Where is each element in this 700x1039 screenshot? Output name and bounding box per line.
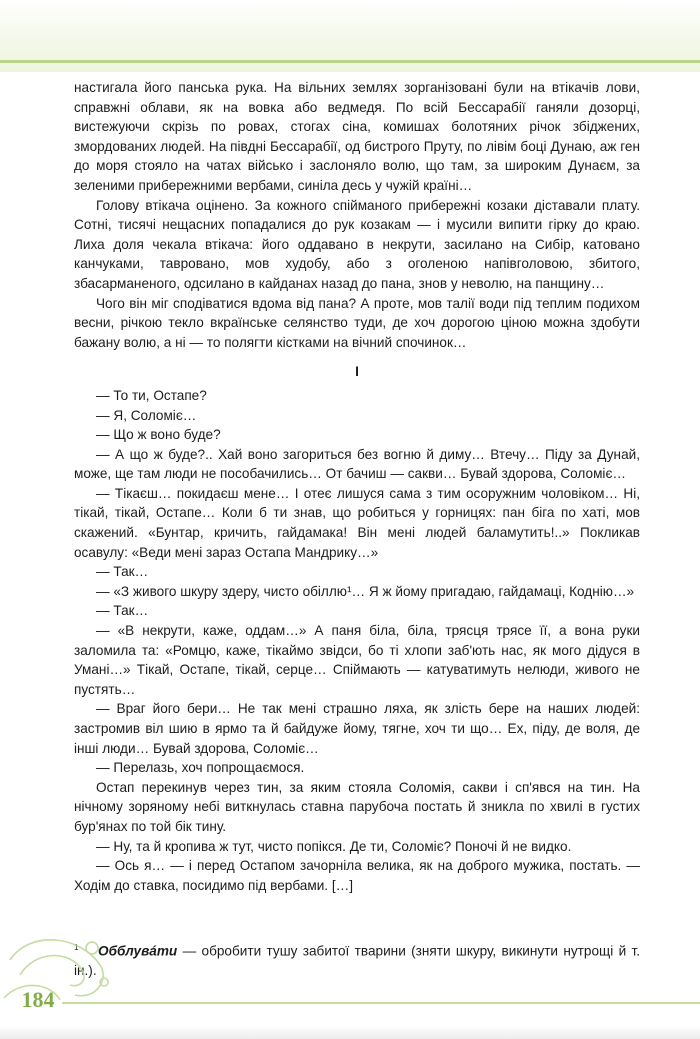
footnote-term: Обблувáти <box>98 943 178 959</box>
dialogue-line: — «В некрути, каже, оддам…» А паня біла, біла, трясця трясе її, а вона руки заломила та: «Ромцю, каже, тікаймо звідси, бо ті хлопи заб'ють нас, як мого дідуся в Умані…» Тікай, Остапе, тікай, серце… Спіймають — катуватимуть нелюди, живого не пустять… <box>74 623 640 697</box>
footnote <box>74 938 640 980</box>
dialogue-line: — Враг його бери… Не так мені страшно ляха, як злість бере на наших людей: застромив віл шию в ярмо та й байдуже йому, тягне, хоч ти що… Ех, піду, де воля, де інші люди… Бувай здорова, Соломіє… <box>74 701 640 756</box>
dialogue-line: — Що ж воно буде? <box>96 427 221 443</box>
dialogue-line: — Так… <box>96 564 149 580</box>
footnote-definition: — обробити тушу забитої тварини (зняти шкуру, викинути нутрощі й т. ін.). <box>74 943 640 978</box>
dialogue-line: — То ти, Остапе? <box>96 387 207 403</box>
dialogue-line: — Тікаєш… покидаєш мене… І отеє лишуся сама з тим осоружним чоловіком… Ні, тікай, тікай, Остапе… Коли б ти знав, що робиться у горницях: пан біга по хаті, мов скажений. «Бунтар, кричить, гайдамака! Він мені людей баламутить!..» Покликав осавулу: «Веди мені зараз Остапа Мандрику…» <box>74 485 640 560</box>
dialogue-line: — Ну, та й кропива ж тут, чисто попікся. Де ти, Соломіє? Поночі й не видко. <box>96 838 572 854</box>
header-rule <box>0 60 700 63</box>
footer-band <box>0 1026 700 1039</box>
paragraph: Чого він міг сподіватися вдома від пана? А проте, мов талії води під теплим подихом весни, річкою текло вкраїнське селянство туди, де хоч дорогою ціною можна здобути бажану волю, а ні — то полягти кістками на вічний спочинок… <box>74 295 640 350</box>
paragraph: Остап перекинув через тин, за яким стояла Соломія, сакви і сп'явся на тин. На нічному зоряному небі виткнулась ставна парубоча постать й зникла по хвилі в густих бур'янах по той бік тину. <box>74 779 640 834</box>
footnote-marker: 1 <box>74 943 79 952</box>
paragraph: настигала його панська рука. На вільних землях зорганізовані були на втікачів лови, справжні облави, як на вовка або ведмедя. По всій Бессарабії ганяли дозорці, вистежуючи скрізь по ровах, стогах сіна, комишах болотяних річок збіджених, змордованих людей. На півдні Бессарабії, од бистрого Пруту, по лівім боці Дунаю, аж ген до моря стояло на чатах військо і заслоняло волю, що там, за широким Дунаєм, за зеленими прибережними вербами, синіла десь у чужій країні… <box>74 80 640 193</box>
dialogue-line: — Так… <box>96 603 149 619</box>
dialogue-line: — А що ж буде?.. Хай воно загориться без вогню й диму… Втечу… Піду за Дунай, може, ще там люди не пособачились… От бачиш — сакви… Бувай здорова, Соломіє… <box>74 446 640 482</box>
page-number: 184 <box>21 987 55 1012</box>
dialogue-line: — «З живого шкуру здеру, чисто обіллю¹… Я ж йому пригадаю, гайдамаці, Коднію…» <box>96 583 635 599</box>
page-body <box>74 78 640 895</box>
paragraph: Голову втікача оцінено. За кожного спійманого прибережні козаки діставали плату. Сотні, тисячі нещасних попадалися до рук козакам — і мусили випити гірку до краю. Лиха доля чекала втікача: його оддавано в некрути, засилано на Сибір, катовано канчуками, тавровано, мов худобу, або з оголеною напівголовою, збитого, збасарманеного, одсилано в кайданах назад до пана, знов у неволю, на панщину… <box>74 197 640 291</box>
dialogue-line: — Ось я… — і перед Остапом зачорніла велика, як на доброго мужика, постать. — Ходім до ставка, посидимо під вербами. […] <box>74 858 640 893</box>
dialogue-line: — Я, Соломіє… <box>96 407 197 423</box>
footer-rule <box>62 1002 700 1004</box>
dialogue-line: — Перелазь, хоч попрощаємося. <box>96 760 305 776</box>
section-number: I <box>355 364 359 380</box>
